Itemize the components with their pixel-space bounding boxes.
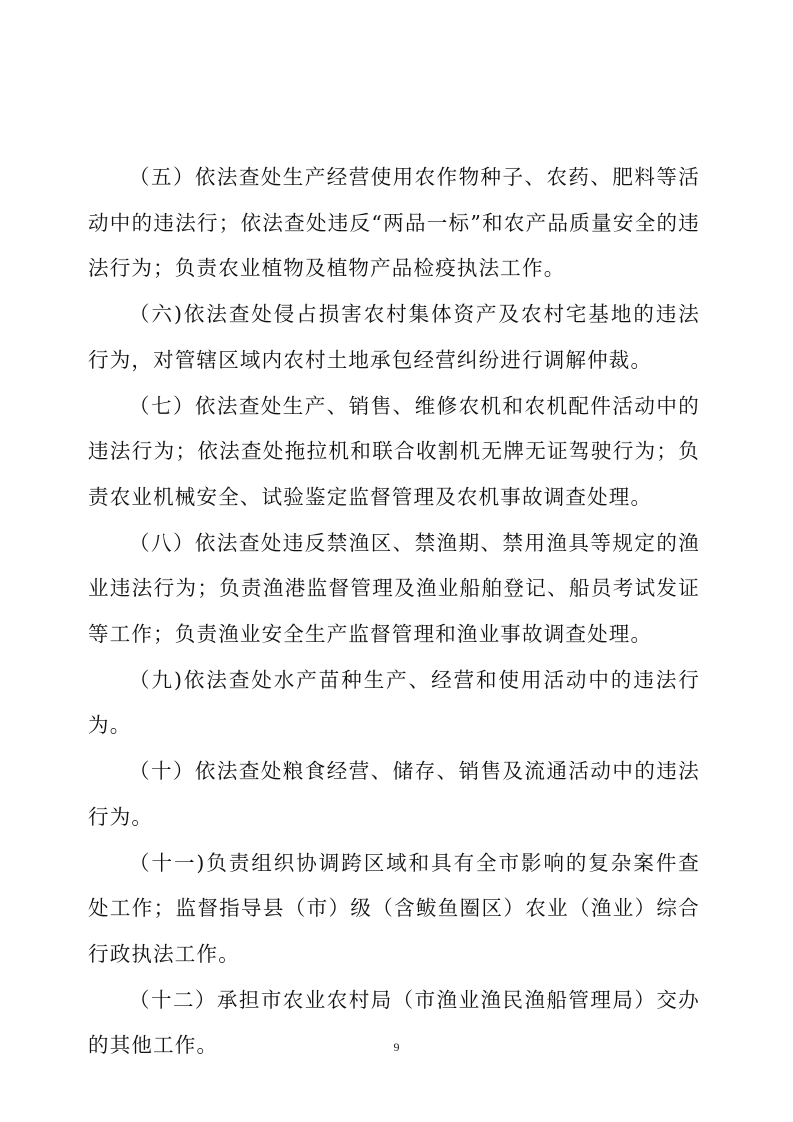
paragraph-7: （七）依法查处生产、销售、维修农机和农机配件活动中的违法行为；依法查处拖拉机和联合收割机无牌无证驾驶行为；负责农业机械安全、试验鉴定监督管理及农机事故调查处理。	[88, 393, 700, 509]
paragraph-12: （十二）承担市农业农村局（市渔业渔民渔船管理局）交办的其他工作。	[88, 987, 700, 1058]
paragraph-5: （五）依法查处生产经营使用农作物种子、农药、肥料等活动中的违法行；依法查处违反“两品一标”和农产品质量安全的违法行为；负责农业植物及植物产品检疫执法工作。	[88, 165, 700, 281]
paragraph-9: （九)依法查处水产苗种生产、经营和使用活动中的违法行为。	[88, 667, 700, 738]
paragraph-10: （十）依法查处粮食经营、储存、销售及流通活动中的违法行为。	[88, 759, 700, 829]
paragraph-8: （八）依法查处违反禁渔区、禁渔期、禁用渔具等规定的渔业违法行为；负责渔港监督管理及渔业船舶登记、船员考试发证等工作；负责渔业安全生产监督管理和渔业事故调查处理。	[88, 530, 700, 647]
paragraph-6: （六)依法查处侵占损害农村集体资产及农村宅基地的违法行为，对管辖区域内农村土地承包经营纠纷进行调解仲裁。	[88, 302, 700, 372]
document-body	[88, 155, 700, 1069]
page-number: 9	[393, 1040, 400, 1054]
paragraph-11: （十一)负责组织协调跨区域和具有全市影响的复杂案件查处工作；监督指导县（市）级（含鲅鱼圈区）农业（渔业）综合行政执法工作。	[88, 850, 700, 966]
